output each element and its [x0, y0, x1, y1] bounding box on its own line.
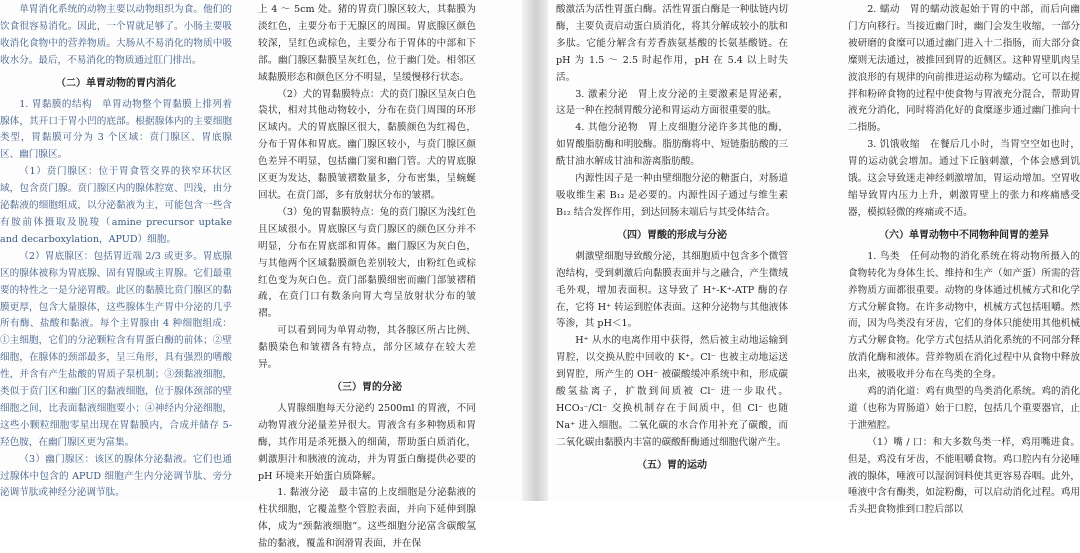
paragraph: H⁺ 从水的电离作用中获得，然后被主动地运输到胃腔，以交换从腔中回收的 K⁺。Cl⁻ 也被主动地运送到胃腔，所产生的 OH⁻ 被碳酸缓冲系统中和，形成碳酸氢盐离子，扩散到间质被 Cl⁻ 进一步取代。HCO₃⁻/Cl⁻ 交换机制存在于间质中，但 Cl⁻ 也随 Na⁺ 进入细胞。二氧化碳的水合作用补充了碳酸，而二氧化碳由黏膜内丰富的碳酸酐酶通过细胞代谢产生。 [556, 335, 788, 448]
section-heading: （三）胃的分泌 [332, 381, 402, 393]
paragraph: 3. 激素分泌 胃上皮分泌的主要激素是胃泌素，这是一种在控制胃酸分泌和胃运动方面很重要的肽。 [556, 88, 788, 117]
paragraph: 鸡的消化道：鸡有典型的鸟类消化系统。鸡的消化道（也称为胃肠道）始于口腔，包括几个重要器官，止于泄殖腔。 [848, 386, 1080, 431]
left-page-column-2 [258, 2, 476, 553]
paragraph: 单胃消化系统的动物主要以动物组织为食。他们的饮食很容易消化。因此，一个胃就足够了。小肠主要吸收消化食物中的营养物质。大肠从不易消化的物质中吸收水分。最后，不易消化的物质通过肛门排出。 [0, 4, 232, 66]
right-page-column-2 [848, 2, 1080, 519]
paragraph: 内源性因子是一种由壁细胞分泌的糖蛋白，对肠道吸收维生素 B₁₂ 是必要的。内源性因子通过与维生素 B₁₂ 结合发挥作用，到达回肠末端后与其受体结合。 [556, 173, 788, 218]
section-heading: （五）胃的运动 [637, 459, 707, 471]
paragraph: 人胃腺细胞每天分泌约 2500ml 的胃液，不同动物胃液分泌量差异很大。胃液含有多种物质和胃酶，其作用是杀死摄入的细菌，帮助蛋白质消化，刺激胆汁和胰液的流动，并为胃蛋白酶提供必要的 pH 环境来开始蛋白质降解。 [258, 402, 476, 482]
paragraph: 刺激壁细胞导致酸分泌，其细胞质中包含多个微管泡结构，受到刺激后向黏膜表面并与之融合，产生微绒毛外观，增加表面积。这导致了 H⁺-K⁺-ATP 酶的存在，它将 H⁺ 转运到腔体表面。这种分泌物与其他液体等渗，其 pH＜1。 [556, 250, 788, 330]
paragraph: （3）兔的胃黏膜特点：兔的贲门腺区为浅红色且区域很小。胃底腺区与贲门腺区的颜色区分并不明显，分布在胃底部和胃体。幽门腺区为灰白色，与其他两个区域黏膜颜色差别较大，由粉红色或棕红色变为灰白色。贲门部黏膜细密而幽门部皱褶稍疏，在贲门口有数条向胃大弯呈放射状分布的皱褶。 [258, 206, 476, 320]
paragraph: 酸激活为活性胃蛋白酶。活性胃蛋白酶是一种肽链内切酶，主要负责启动蛋白质消化，将其分解成较小的肽和多肽。它能分解含有芳香族氨基酸的长氨基酸链。在 pH 为 1.5 ～ 2.5 时起作用，pH 在 5.4 以上时失活。 [556, 4, 788, 83]
section-heading: （六）单胃动物中不同物种间胃的差异 [879, 229, 1049, 241]
paragraph: （3）幽门腺区：该区的腺体分泌黏液。它们也通过腺体中包含的 APUD 细胞产生内分泌调节肽、旁分泌调节肽或神经分泌调节肽。 [0, 453, 232, 499]
right-page-column-1 [556, 2, 788, 479]
section-heading: （四）胃酸的形成与分泌 [617, 229, 727, 241]
right-page [548, 0, 1080, 516]
paragraph: 1. 鸟类 任何动物的消化系统在将动物所摄入的食物转化为身体生长、维持和生产（如产蛋）所需的营养物质方面都很重要。动物的身体通过机械方式和化学方式分解食物。在许多动物中，机械方式包括咀嚼。然而，因为鸟类没有牙齿，它们的身体只能使用其他机械方式分解食物。化学方式包括从消化系统的不同部分释放消化酶和液体。营养物质在消化过程中从食物中释放出来，被吸收并分布在鸟类的全身。 [848, 250, 1080, 381]
paragraph: 上 4 ～ 5cm 处。猪的胃贲门腺区较大，其黏膜为淡红色，主要分布于无腺区的周围。胃底腺区颜色较深，呈红色或棕色，主要分布于胃体的中部和下部。幽门腺区黏膜呈灰红色，位于幽门处。相邻区域黏膜形态和颜色区分不明显，呈缓慢移行状态。 [258, 4, 476, 83]
book-gutter [522, 0, 548, 501]
paragraph: （2）犬的胃黏膜特点：犬的贲门腺区呈灰白色袋状，相对其他动物较小，分布在贲门周围的环形区域内。犬的胃底腺区很大，黏膜颜色为红褐色，分布于胃体和胃底。幽门腺区较小，与贲门腺区颜色差异不明显，包括幽门窦和幽门管。犬的胃底腺区更为发达，黏膜皱褶数量多，分布密集，呈蜿蜒回状。在贲门部，多有放射状分布的皱褶。 [258, 88, 476, 201]
paragraph: 4. 其他分泌物 胃上皮细胞分泌许多其他的酶，如胃酸脂肪酶和明胶酶。脂肪酶将中、短链脂肪酸的三酰甘油水解成甘油和游离脂肪酸。 [556, 122, 788, 168]
paragraph: 1. 黏液分泌 最丰富的上皮细胞是分泌黏液的柱状细胞，它覆盖整个管腔表面，并向下延伸到腺体，成为“颈黏液细胞”。这些细胞分泌富含碳酸氢盐的黏液，覆盖和润滑胃表面，并在保 [258, 487, 476, 550]
paragraph: 1. 胃黏膜的结构 单胃动物整个胃黏膜上排列着腺体，其开口于胃小凹的底部。根据腺体内的主要细胞类型，胃黏膜可分为 3 个区域：贲门腺区、胃底腺区、幽门腺区。 [0, 98, 232, 161]
section-heading: （二）单胃动物的胃内消化 [56, 77, 176, 89]
left-page-column-1 [0, 2, 232, 502]
paragraph: （2）胃底腺区：包括胃近端 2/3 或更多。胃底腺区的腺体被称为胃底腺、固有胃腺或主胃腺。它们最重要的特性之一是分泌胃酸。此区的黏膜比贲门腺区的黏膜更厚，包含大量腺体，这些腺体生产胃中分泌的几乎所有酶、盐酸和黏液。每个主胃腺由 4 种细胞组成：①主细胞，它们的分泌颗粒含有胃蛋白酶的前体；②壁细胞，在腺体的颈部最多，呈三角形，具有强烈的嗜酸性，并含有产生盐酸的胃质子泵机制；③颈黏液细胞，类似于贲门区和幽门区的黏液细胞，位于腺体颈部的壁细胞之间，比表面黏液细胞要小；④神经内分泌细胞，这些小颗粒细胞零星出现在胃黏膜内，合成并储存 5- 羟色胺，在幽门腺区更为富集。 [0, 250, 232, 448]
paragraph: 3. 饥饿收缩 在餐后几小时，当胃空空如也时，胃的运动就会增加。通过下丘脑刺激，个体会感到饥饿。这会导致迷走神经刺激增加，胃运动增加。空胃收缩导致胃内压力上升，刺激胃壁上的张力和疼痛感受器，模拟轻微的疼痛或不适。 [848, 139, 1080, 218]
paragraph: 2. 蠕动 胃的蠕动波起始于胃的中部，而后向幽门方向移行。当接近幽门时，幽门会发生收缩，一部分被研磨的食糜可以通过幽门进入十二指肠，而大部分食糜则无法通过，被推回到胃的近侧区。这种胃壁肌肉呈波浪形的有规律的向前推进运动称为蠕动。它可以在搅拌和粉碎食物的过程中使食物与胃液充分混合，帮助胃液充分消化，同时将消化好的食糜逐步通过幽门推向十二指肠。 [848, 4, 1080, 134]
paragraph: （1）贲门腺区：位于胃食管交界的狭窄环状区域，包含贲门腺。贲门腺区内的腺体腔宽、凹浅，由分泌黏液的细胞组成，以分泌黏液为主，可能包含一些含有胺前体摄取及脱羧（amine precursor uptake and decarboxylation，APUD）细胞。 [0, 166, 232, 245]
paragraph: 可以看到同为单胃动物，其各腺区所占比例、黏膜染色和皱褶各有特点，部分区域存在较大差异。 [258, 325, 476, 371]
paragraph: （1）嘴 / 口：和大多数鸟类一样，鸡用嘴进食。但是，鸡没有牙齿，不能咀嚼食物。鸡口腔内有分泌唾液的腺体，唾液可以湿润饲料使其更容易吞咽。此外，唾液中含有酶类，如淀粉酶，可以启动消化过程。鸡用舌头把食物推到口腔后部以 [848, 436, 1080, 516]
left-page [0, 0, 522, 550]
